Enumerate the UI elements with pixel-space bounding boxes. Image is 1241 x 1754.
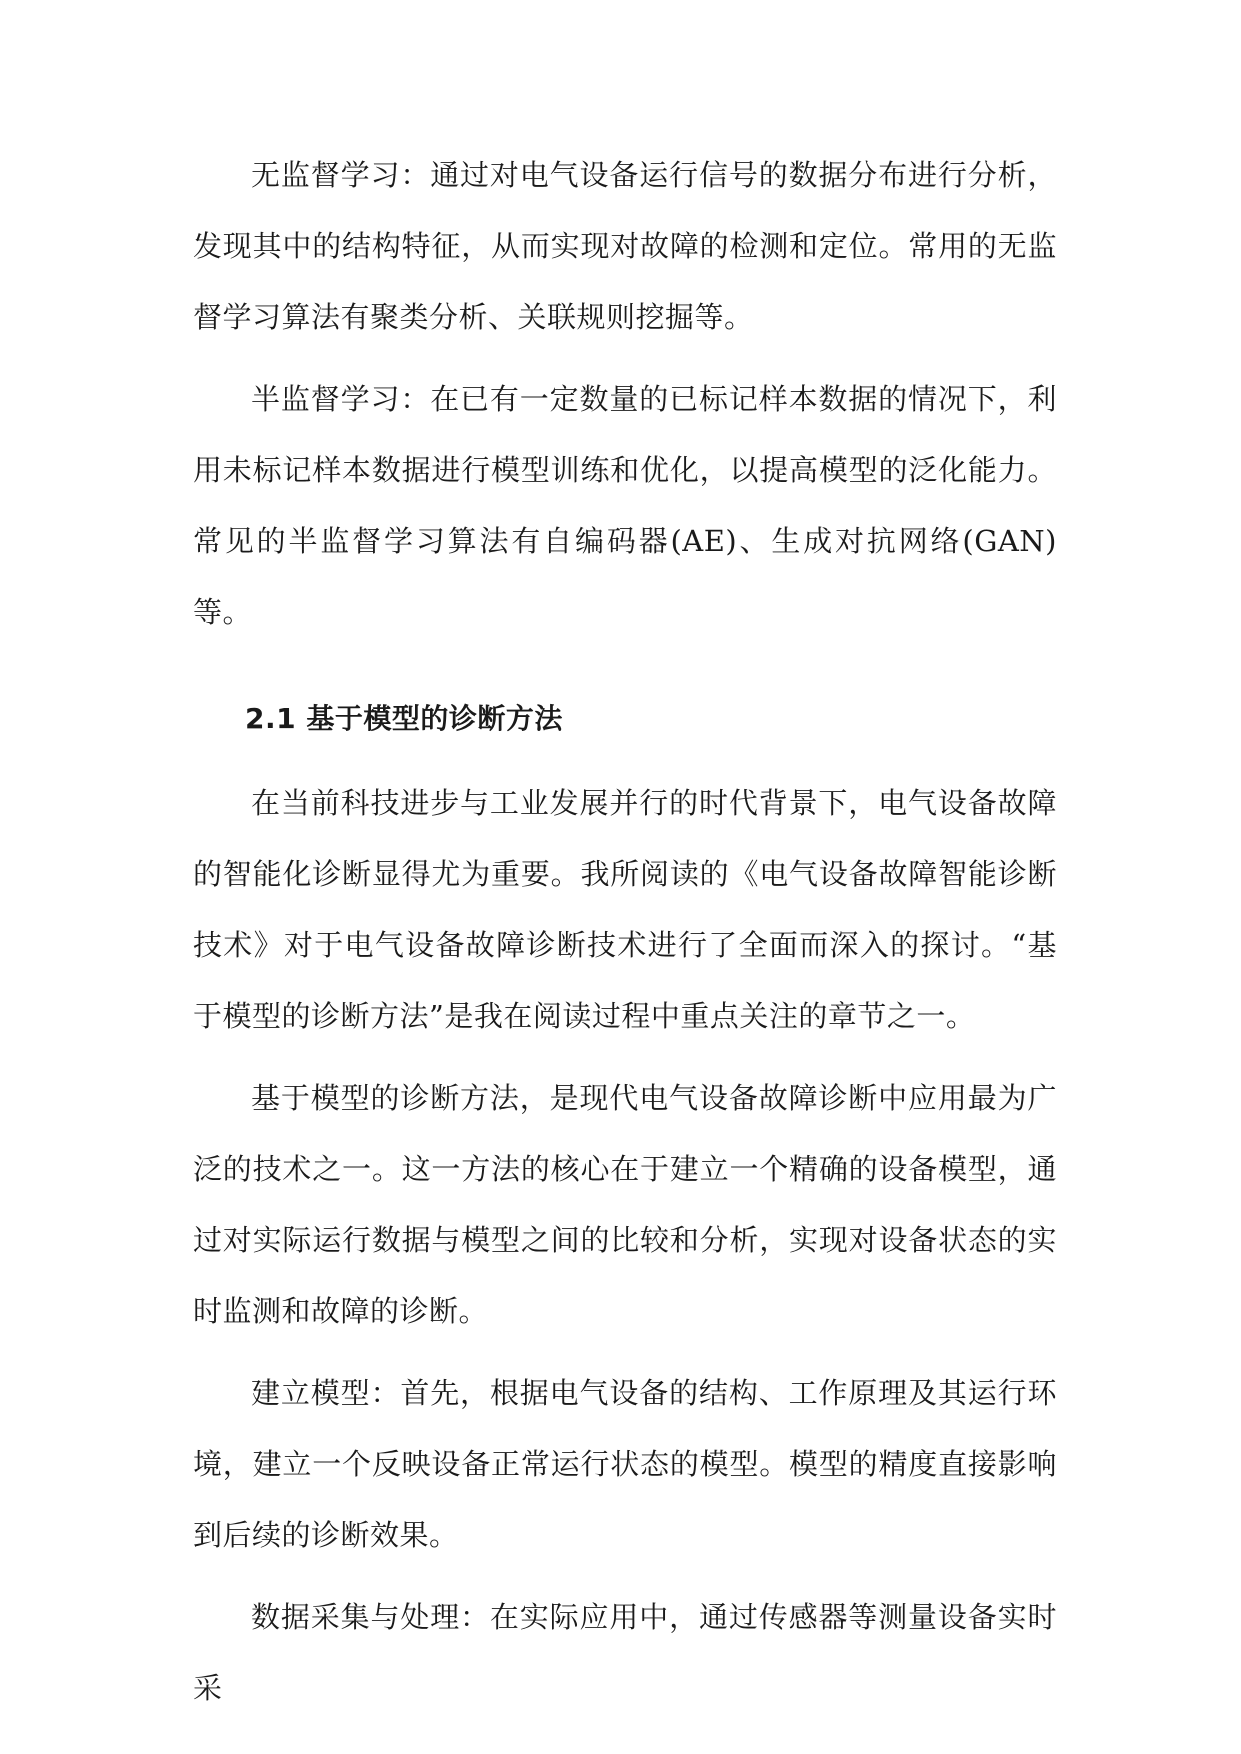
section-heading: 2.1 基于模型的诊断方法 (245, 702, 563, 735)
paragraph-data-collection: 数据采集与处理：在实际应用中，通过传感器等测量设备实时采 (193, 1600, 1057, 1705)
paragraph-unsupervised-learning: 无监督学习：通过对电气设备运行信号的数据分布进行分析，发现其中的结构特征，从而实现对故障的检测和定位。常用的无监督学习算法有聚类分析、关联规则挖掘等。 (193, 158, 1057, 334)
paragraph-intro: 在当前科技进步与工业发展并行的时代背景下，电气设备故障的智能化诊断显得尤为重要。我所阅读的《电气设备故障智能诊断技术》对于电气设备故障诊断技术进行了全面而深入的探讨。“基于模型的诊断方法”是我在阅读过程中重点关注的章节之一。 (193, 786, 1057, 1033)
paragraph-model-based-method: 基于模型的诊断方法，是现代电气设备故障诊断中应用最为广泛的技术之一。这一方法的核心在于建立一个精确的设备模型，通过对实际运行数据与模型之间的比较和分析，实现对设备状态的实时监测和故障的诊断。 (193, 1081, 1057, 1328)
document-page (193, 140, 1057, 1724)
paragraph-build-model: 建立模型：首先，根据电气设备的结构、工作原理及其运行环境，建立一个反映设备正常运行状态的模型。模型的精度直接影响到后续的诊断效果。 (193, 1376, 1057, 1552)
paragraph-semi-supervised-learning: 半监督学习：在已有一定数量的已标记样本数据的情况下，利用未标记样本数据进行模型训练和优化，以提高模型的泛化能力。常见的半监督学习算法有自编码器(AE)、生成对抗网络(GAN)等。 (193, 382, 1057, 629)
